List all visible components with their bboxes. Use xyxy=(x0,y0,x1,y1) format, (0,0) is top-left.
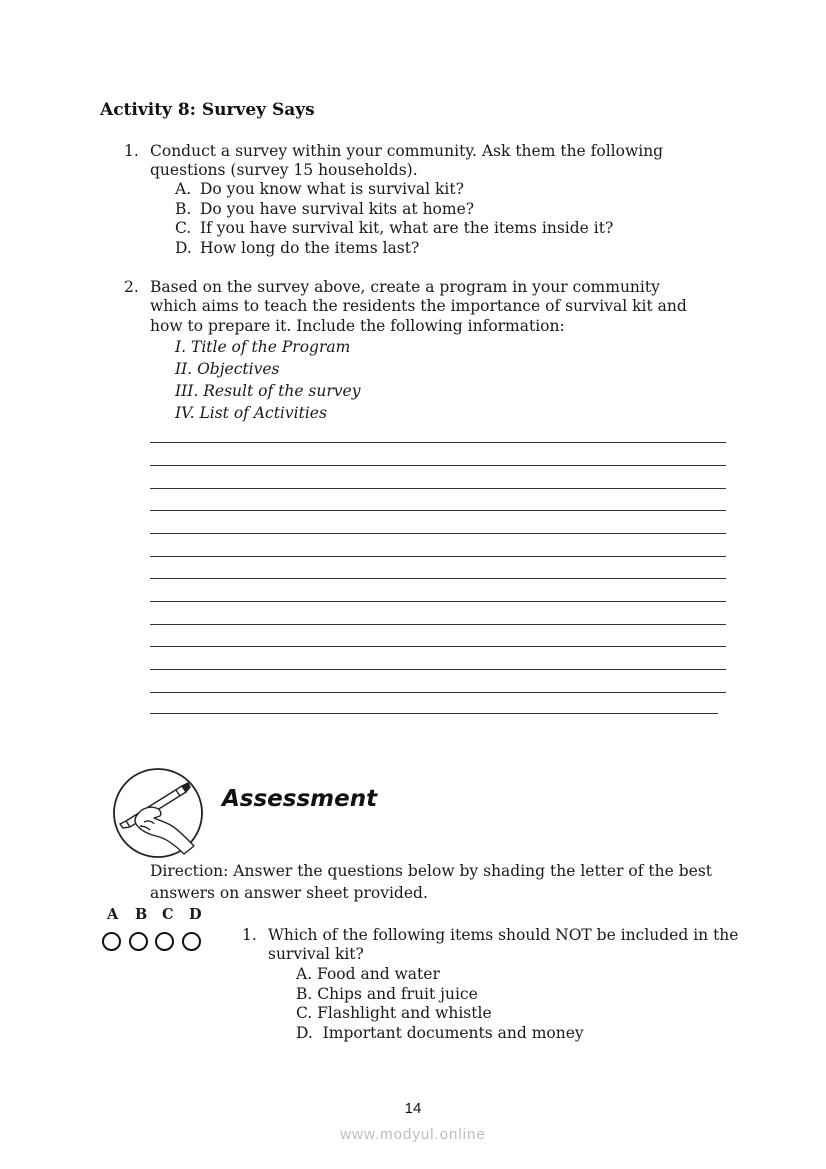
answer-line[interactable] xyxy=(150,692,726,693)
bubble-letter-b: B xyxy=(135,906,148,923)
option-d: D. Important documents and money xyxy=(296,1024,584,1042)
page-number: 14 xyxy=(404,1100,422,1117)
item-1-sub-b-letter: B. xyxy=(175,200,192,218)
answer-bubble-d[interactable] xyxy=(182,932,201,951)
pencil-writing-hand-icon xyxy=(110,766,206,860)
item-1-sub-b-text: Do you have survival kits at home? xyxy=(200,200,475,218)
item-2-line-2: which aims to teach the residents the importance of survival kit and xyxy=(150,297,687,315)
question-1-line-1: Which of the following items should NOT be included in the xyxy=(268,926,739,944)
program-info-title: I. Title of the Program xyxy=(175,338,351,356)
direction-line-2: answers on answer sheet provided. xyxy=(150,884,428,902)
item-1-sub-a-text: Do you know what is survival kit? xyxy=(200,180,464,198)
question-1-line-2: survival kit? xyxy=(268,945,364,963)
answer-bubble-c[interactable] xyxy=(155,932,174,951)
bubble-letter-a: A xyxy=(107,906,119,923)
item-2-line-1: Based on the survey above, create a program in your community xyxy=(150,278,660,296)
answer-bubble-b[interactable] xyxy=(129,932,148,951)
item-1-line-2: questions (survey 15 households). xyxy=(150,161,418,179)
item-2-number: 2. xyxy=(124,278,139,296)
item-1-sub-c-letter: C. xyxy=(175,219,192,237)
answer-bubble-a[interactable] xyxy=(102,932,121,951)
option-a: A. Food and water xyxy=(296,965,440,983)
item-1-sub-d-letter: D. xyxy=(175,239,192,257)
answer-line[interactable] xyxy=(150,578,726,579)
item-1-sub-a-letter: A. xyxy=(175,180,192,198)
item-1-sub-d-text: How long do the items last? xyxy=(200,239,420,257)
answer-line[interactable] xyxy=(150,442,726,443)
answer-line[interactable] xyxy=(150,713,718,714)
assessment-title: Assessment xyxy=(222,786,378,812)
watermark: www.modyul.online xyxy=(340,1126,486,1143)
option-c: C. Flashlight and whistle xyxy=(296,1004,492,1022)
program-info-objectives: II. Objectives xyxy=(175,360,280,378)
item-1-line-1: Conduct a survey within your community. Ask them the following xyxy=(150,142,664,160)
program-info-result: III. Result of the survey xyxy=(175,382,361,400)
bubble-letter-c: C xyxy=(162,906,174,923)
answer-line[interactable] xyxy=(150,488,726,489)
answer-line[interactable] xyxy=(150,646,726,647)
direction-line-1: Direction: Answer the questions below by shading the letter of the best xyxy=(150,862,712,880)
answer-line[interactable] xyxy=(150,556,726,557)
answer-line[interactable] xyxy=(150,669,726,670)
answer-line[interactable] xyxy=(150,624,726,625)
item-1-sub-c-text: If you have survival kit, what are the items inside it? xyxy=(200,219,614,237)
answer-line[interactable] xyxy=(150,533,726,534)
answer-line[interactable] xyxy=(150,510,726,511)
item-1-number: 1. xyxy=(124,142,139,160)
option-b: B. Chips and fruit juice xyxy=(296,985,478,1003)
item-2-line-3: how to prepare it. Include the following information: xyxy=(150,317,565,335)
program-info-activities: IV. List of Activities xyxy=(175,404,327,422)
bubble-letter-d: D xyxy=(189,906,202,923)
question-1-number: 1. xyxy=(242,926,257,944)
answer-line[interactable] xyxy=(150,465,726,466)
activity-title: Activity 8: Survey Says xyxy=(100,100,315,120)
answer-line[interactable] xyxy=(150,601,726,602)
